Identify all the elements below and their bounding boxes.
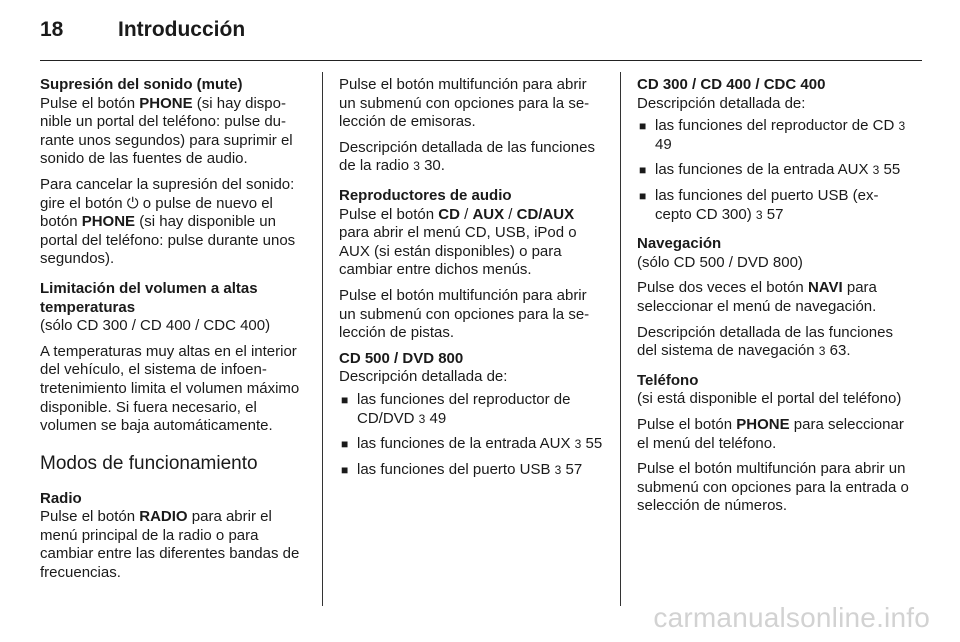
list-item: ■ las funciones del reproductor de CD 3 49 xyxy=(639,117,906,153)
aux-key-label: AUX xyxy=(472,205,505,223)
page-ref-arrow-icon: 3 xyxy=(418,411,426,426)
bullet-icon: ■ xyxy=(341,462,349,477)
cdaux-key-label: CD/AUX xyxy=(516,205,575,223)
mute-paragraph-1: Pulse el botón PHONE (si hay disponible un portal del teléfono: pulse durante unos segundos) para suprimir el sonido de las fuentes de audio. xyxy=(40,94,293,168)
bullet-icon: ■ xyxy=(341,392,349,407)
list-item: ■ las funciones del reproductor de CD/DVD 3 49 xyxy=(341,390,571,427)
page-header xyxy=(40,18,245,48)
watermark: carmanualsonline.info xyxy=(653,602,930,633)
bullet-icon: ■ xyxy=(341,437,349,452)
radio-description-paragraph: Descripción detallada de las funciones de la radio 3 30. xyxy=(339,138,595,175)
cd500-heading: CD 500 / DVD 800 xyxy=(339,349,464,367)
cd-key-label: CD xyxy=(438,205,460,223)
limit-heading: Limitación del volumen a altas temperaturas xyxy=(40,279,258,316)
bullet-icon: ■ xyxy=(639,163,647,178)
radio-heading: Radio xyxy=(40,489,82,507)
audio-paragraph-1: Pulse el botón CD / AUX / CD/AUX para abrir el menú CD, USB, iPod o AUX (si están disponibles) o para cambiar entre dichos menús. xyxy=(339,205,577,279)
list-item: ■ las funciones de la entrada AUX 3 55 xyxy=(341,435,603,453)
page-ref-arrow-icon: 3 xyxy=(872,163,880,178)
phone-key-label: PHONE xyxy=(139,94,193,112)
radio-multifunction-paragraph: Pulse el botón multifunción para abrir un submenú con opciones para la selección de emisoras. xyxy=(339,76,590,131)
column-2 xyxy=(339,76,606,486)
modes-heading: Modos de funcionamiento xyxy=(40,452,258,474)
mute-heading: Supresión del sonido (mute) xyxy=(40,76,243,93)
nav-paragraph-3: Descripción detallada de las funciones del sistema de navegación 3 63. xyxy=(637,323,893,360)
page-ref-arrow-icon: 3 xyxy=(818,344,826,359)
nav-heading: Navegación xyxy=(637,235,722,253)
bullet-icon: ■ xyxy=(639,119,647,134)
phone-key-label: PHONE xyxy=(736,415,790,433)
mute-paragraph-2: Para cancelar la supresión del sonido: gire el botón ⏻ o pulse de nuevo el botón PHONE (si hay disponible un portal del teléfono: pulse durante unos segundos). xyxy=(40,175,296,268)
audio-heading: Reproductores de audio xyxy=(339,186,512,204)
list-item: ■ las funciones del puerto USB 3 57 xyxy=(341,460,583,478)
audio-paragraph-2: Pulse el botón multifunción para abrir un submenú con opciones para la selección de pistas. xyxy=(339,286,590,342)
limit-paragraph-2: A temperaturas muy altas en el interior del vehículo, el sistema de infoentretenimiento limita el volumen máximo disponible. Si fuera necesario, el volumen se baja automáticamente. xyxy=(40,342,300,435)
column-divider-1 xyxy=(322,72,323,606)
phone-paragraph-3: Pulse el botón multifunción para abrir un submenú con opciones para la entrada o selección de números. xyxy=(637,460,909,515)
phone-heading: Teléfono xyxy=(637,371,699,389)
page-number: 18 xyxy=(40,18,64,41)
cd500-list xyxy=(339,391,606,479)
radio-paragraph: Pulse el botón RADIO para abrir el menú principal de la radio o para cambiar entre las diferentes bandas de frecuencias. xyxy=(40,508,300,582)
page-ref-arrow-icon: 3 xyxy=(755,207,763,222)
page-title: Introducción xyxy=(118,18,246,41)
phone-key-label: PHONE xyxy=(81,213,136,231)
list-item: ■ las funciones de la entrada AUX 3 55 xyxy=(639,161,901,179)
phone-paragraph-2: Pulse el botón PHONE para seleccionar el menú del teléfono. xyxy=(637,415,904,452)
bullet-icon: ■ xyxy=(639,188,647,203)
page-ref-arrow-icon: 3 xyxy=(574,437,582,452)
navi-key-label: NAVI xyxy=(807,279,843,297)
header-rule xyxy=(40,60,922,61)
nav-paragraph-1: (sólo CD 500 / DVD 800) xyxy=(637,253,803,271)
cd300-list xyxy=(637,117,909,224)
column-divider-2 xyxy=(620,72,621,606)
cd300-heading: CD 300 / CD 400 / CDC 400 xyxy=(637,76,826,93)
cd500-intro: Descripción detallada de: xyxy=(339,368,508,386)
column-1 xyxy=(40,76,310,590)
nav-paragraph-2: Pulse dos veces el botón NAVI para seleccionar el menú de navegación. xyxy=(637,279,877,315)
radio-key-label: RADIO xyxy=(139,508,188,526)
page-ref-arrow-icon: 3 xyxy=(554,462,562,477)
phone-paragraph-1: (si está disponible el portal del teléfono) xyxy=(637,390,902,408)
page-ref-arrow-icon: 3 xyxy=(413,159,420,174)
power-knob-icon: ⏻ xyxy=(126,194,139,212)
cd300-intro: Descripción detallada de: xyxy=(637,94,806,112)
column-3 xyxy=(637,76,909,523)
limit-paragraph-1: (sólo CD 300 / CD 400 / CDC 400) xyxy=(40,317,271,335)
page-ref-arrow-icon: 3 xyxy=(898,119,906,134)
list-item: ■ las funciones del puerto USB (excepto CD 300) 3 57 xyxy=(639,186,879,223)
